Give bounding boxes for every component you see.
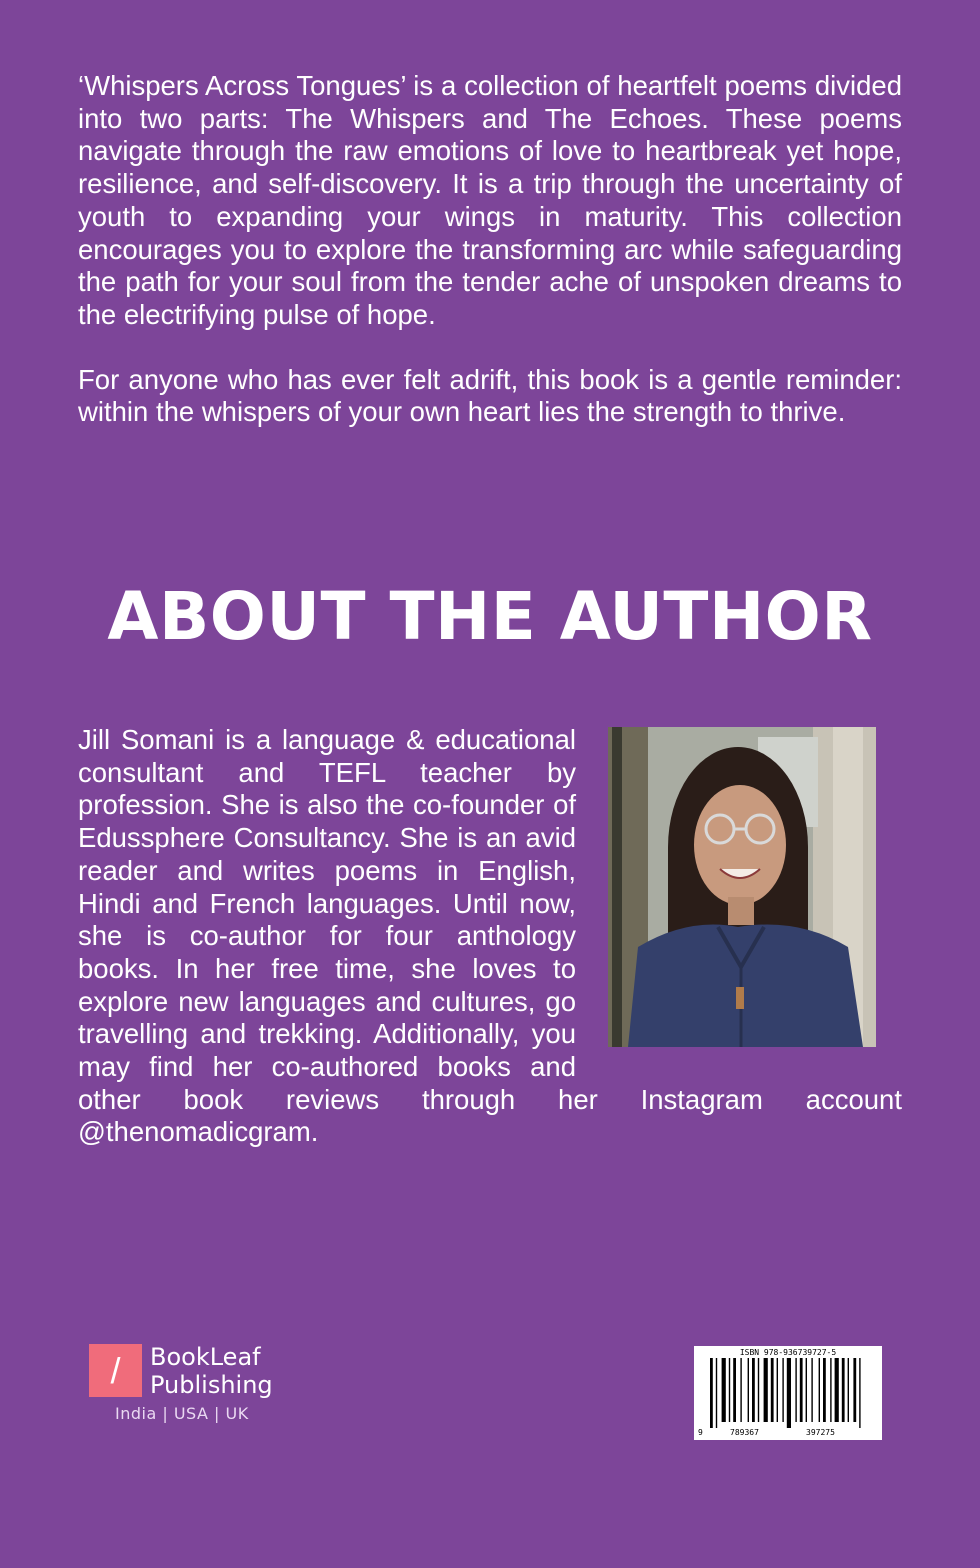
publisher-name-line1: BookLeaf	[150, 1343, 261, 1371]
author-bio: Jill Somani is a language & educational consultant and TEFL teacher by profession. She is also the co-founder of Edussphere Consultancy. She is an avid reader and writes poems in English, Hindi and French languages. Until now, she is co-author for four anthology books. In her free time, she loves to explore new languages and cultures, go travelling and trekking. Additionally, you may find her co-authored books and other book reviews through her Instagram account @thenomadicgram.	[78, 724, 902, 1148]
isbn-barcode	[694, 1346, 882, 1440]
publisher-locations: India | USA | UK	[115, 1404, 249, 1423]
barcode-bar	[777, 1358, 778, 1422]
publisher-logo	[89, 1344, 289, 1434]
about-the-author-heading: ABOUT THE AUTHOR	[107, 578, 873, 655]
blurb-paragraph-1: ‘Whispers Across Tongues’ is a collection of heartfelt poems divided into two parts: The Whispers and The Echoes. These poems navigate through the raw emotions of love to heartbreak yet hope, resilience, and self-discovery. It is a trip through the uncertainty of youth to expanding your wings in maturity. This collection encourages you to explore the transforming arc while safeguarding the path for your soul from the tender ache of unspoken dreams to the electrifying pulse of hope.	[78, 70, 902, 330]
isbn-label: ISBN 978-936739727-5	[739, 1348, 837, 1357]
barcode-bar	[823, 1358, 826, 1422]
publisher-name-line2: Publishing	[150, 1371, 273, 1399]
author-photo	[608, 727, 876, 1047]
barcode-bar	[806, 1358, 807, 1422]
barcode-digits-left: 789367	[730, 1428, 759, 1437]
barcode-digits-right: 397275	[806, 1428, 835, 1437]
barcode-bar	[748, 1358, 749, 1422]
barcode-bar	[848, 1358, 849, 1422]
barcode-bar	[740, 1358, 741, 1422]
author-section	[78, 724, 902, 1149]
barcode-bar	[729, 1358, 730, 1422]
book-blurb	[78, 70, 902, 461]
barcode-bars	[710, 1358, 866, 1428]
slash-icon: /	[110, 1350, 121, 1391]
blurb-paragraph-2: For anyone who has ever felt adrift, this book is a gentle reminder: within the whispers of your own heart lies the strength to thrive.	[78, 363, 902, 428]
barcode-bar	[795, 1358, 796, 1422]
barcode-bar	[835, 1358, 839, 1422]
barcode-bar	[752, 1358, 755, 1422]
barcode-bar	[764, 1358, 768, 1422]
barcode-bar	[710, 1358, 713, 1428]
barcode-bar	[771, 1358, 774, 1422]
barcode-bar	[758, 1358, 759, 1422]
barcode-bar	[842, 1358, 845, 1422]
barcode-bar	[800, 1358, 803, 1422]
barcode-bar	[782, 1358, 783, 1422]
barcode-bar	[716, 1358, 717, 1428]
barcode-bar	[853, 1358, 856, 1422]
author-portrait-illustration	[608, 727, 876, 1047]
barcode-bar	[722, 1358, 726, 1422]
barcode-bar	[859, 1358, 860, 1428]
barcode-bar	[811, 1358, 812, 1422]
barcode-bar	[819, 1358, 820, 1422]
barcode-digit-lead: 9	[698, 1428, 703, 1437]
barcode-bar	[787, 1358, 791, 1428]
barcode-bar	[830, 1358, 831, 1422]
barcode-bar	[733, 1358, 736, 1422]
